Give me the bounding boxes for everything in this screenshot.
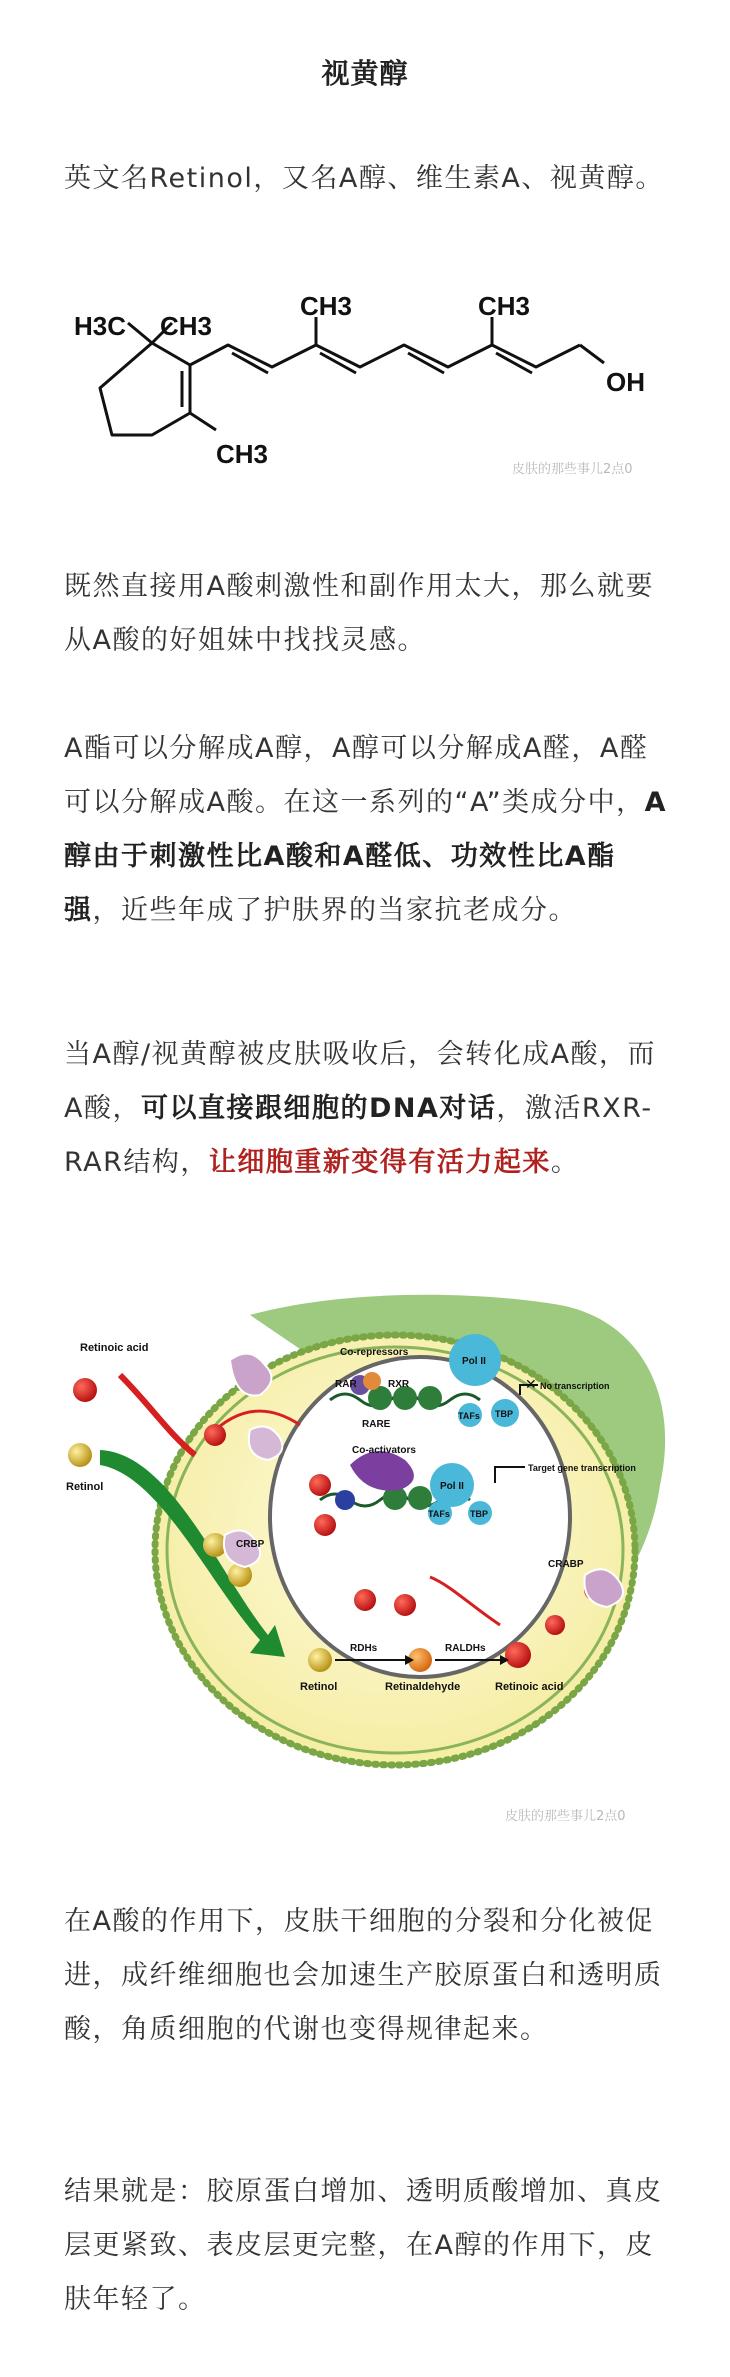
label-tafs-top: TAFs (458, 1411, 480, 1421)
paragraph-4-tail: 。 (550, 1147, 580, 1178)
retinol-particle (308, 1648, 332, 1672)
retinoic-arrow (120, 1375, 195, 1455)
ch3-label: CH3 (478, 295, 531, 321)
label-raldhs: RALDHs (445, 1643, 486, 1654)
ch3-label: CH3 (216, 439, 269, 469)
label-co-activators: Co-activators (352, 1445, 416, 1456)
paragraph-4 (64, 1028, 668, 1190)
retinol-particle (68, 1443, 92, 1467)
receptor-complex (335, 1490, 355, 1510)
label-crbp: CRBP (236, 1539, 265, 1550)
retinoic-acid-particle (545, 1615, 565, 1635)
retinoic-acid-particle (73, 1378, 97, 1402)
paragraph-3-text: A酯可以分解成A醇，A醇可以分解成A醛，A醛可以分解成A酸。在这一系列的“A”类成分中， (64, 733, 649, 818)
label-tafs-bottom: TAFs (428, 1509, 450, 1519)
label-path-retinol: Retinol (300, 1681, 338, 1693)
label-retinoic-acid: Retinoic acid (80, 1342, 149, 1354)
paragraph-3-bold: A醇由于刺激性比A酸和A醛低、功效性比A酯强 (64, 787, 667, 926)
label-rare: RARE (362, 1419, 391, 1430)
intro-paragraph: 英文名Retinol，又名A醇、维生素A、视黄醇。 (64, 163, 664, 194)
paragraph-3-tail: ，近些年成了护肤界的当家抗老成分。 (92, 895, 577, 926)
retinoic-acid-particle (309, 1474, 331, 1496)
retinoic-acid-particle (394, 1594, 416, 1616)
rxr-receptor (363, 1372, 381, 1390)
label-path-retinaldehyde: Retinaldehyde (385, 1681, 461, 1693)
watermark: 皮肤的那些事儿2点0 (512, 462, 633, 477)
retinol-pathway-diagram (0, 1285, 730, 1845)
paragraph-6: 结果就是：胶原蛋白增加、透明质酸增加、真皮层更紧致、表皮层更完整，在A醇的作用下，皮肤年轻了。 (64, 2176, 663, 2315)
paragraph-4-mid: ，激活RXR-RAR结构， (64, 1093, 653, 1178)
label-rxr: RXR (388, 1379, 410, 1390)
retinoic-acid-particle (204, 1424, 226, 1446)
label-path-retinoic-acid: Retinoic acid (495, 1681, 564, 1693)
paragraph-4-text: 当A醇/视黄醇被皮肤吸收后，会转化成A酸，而A酸， (64, 1039, 657, 1124)
nucleus (270, 1357, 570, 1677)
label-rar: RAR (335, 1379, 357, 1390)
paragraph-3 (64, 722, 668, 938)
paragraph-4-bold: 可以直接跟细胞的DNA对话 (140, 1093, 497, 1124)
label-tbp-top: TBP (495, 1409, 513, 1419)
blocked-x-icon: ✕ (525, 1377, 537, 1393)
watermark: 皮肤的那些事儿2点0 (505, 1809, 626, 1824)
label-target-gene: Target gene transcription (528, 1463, 636, 1473)
label-tbp-bottom: TBP (470, 1509, 488, 1519)
retinol-structure-image (0, 295, 730, 510)
label-co-repressors: Co-repressors (340, 1347, 409, 1358)
label-rdhs: RDHs (350, 1643, 378, 1654)
ch3-label: CH3 (160, 311, 213, 341)
ch3-label: CH3 (300, 295, 353, 321)
paragraph-5: 在A酸的作用下，皮肤干细胞的分裂和分化被促进，成纤维细胞也会加速生产胶原蛋白和透明质酸，角质细胞的代谢也变得规律起来。 (64, 1906, 663, 2045)
retinoic-acid-particle (314, 1514, 336, 1536)
label-pol2-top: Pol II (462, 1356, 486, 1367)
label-no-transcription: No transcription (540, 1381, 610, 1391)
label-crabp: CRABP (548, 1559, 584, 1570)
label-pol2-bottom: Pol II (440, 1481, 464, 1492)
h3c-label: H3C (74, 311, 127, 341)
article-title: 视黄醇 (321, 57, 409, 90)
paragraph-2: 既然直接用A酸刺激性和副作用太大，那么就要从A酸的好姐妹中找找灵感。 (64, 571, 654, 656)
retinoic-acid-particle (354, 1589, 376, 1611)
label-retinol: Retinol (66, 1481, 104, 1493)
oh-label: OH (606, 367, 645, 397)
retinoic-acid-particle (505, 1642, 531, 1668)
paragraph-4-highlight: 让细胞重新变得有活力起来 (208, 1147, 551, 1178)
